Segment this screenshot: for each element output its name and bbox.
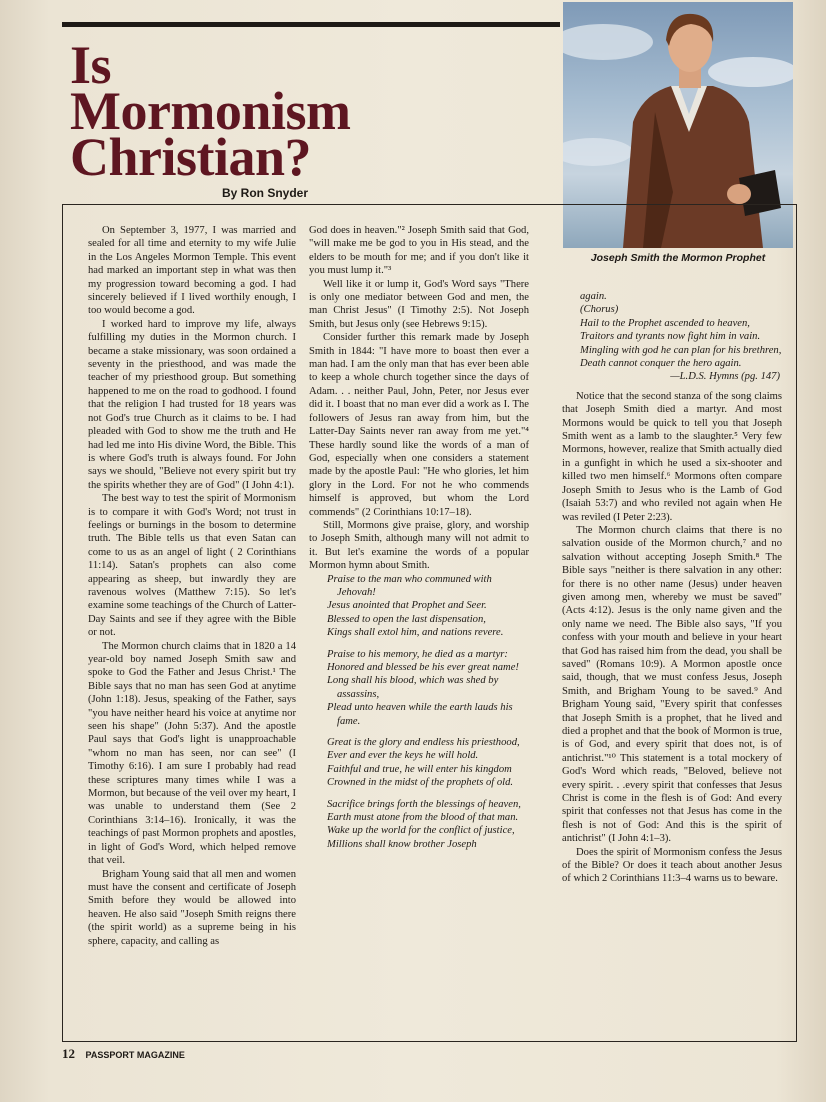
magazine-name: PASSPORT MAGAZINE bbox=[85, 1050, 185, 1060]
hymn-line: Earth must atone from the blood of that man. bbox=[327, 812, 519, 824]
paragraph: I worked hard to improve my life, always fulfilling my duties in the Mormon church. I became a stake missionary, was soon ordained a seventy in the priesthood, and was made the teacher of my priesthood group. But something happened to me on the road to godhood. I found that the religion I had trusted for 18 years was not God's true Church as it claims to be. I had pleaded with God to show me the truth and He had led me into His divine Word, the Bible. This is where God's truth is always found. For John says we should, "Believe not every spirit but try the spirits whether they are of God" (I John 4:1). bbox=[88, 318, 296, 491]
hymn-citation: —L.D.S. Hymns (pg. 147) bbox=[670, 371, 780, 383]
hymn-line: Crowned in the midst of the prophets of old. bbox=[327, 777, 514, 789]
photo-caption: Joseph Smith the Mormon Prophet bbox=[590, 252, 766, 264]
page-number: 12 bbox=[62, 1046, 75, 1061]
title-line-3: Christian? bbox=[70, 127, 312, 187]
column-2 bbox=[309, 224, 529, 851]
hymn-line: Sacrifice brings forth the blessings of heaven, bbox=[327, 798, 521, 810]
hymn-line: (Chorus) bbox=[580, 304, 619, 316]
paragraph: The best way to test the spirit of Mormonism is to compare it with God's Word; not trust in feelings or burnings in the bosom to determine truth. The Bible tells us that even Satan can come to us as an angel of light ( 2 Corinthians 11:14). Satan's prophets can also come appearing as sheep, but inwardly they are ravenous wolves (Matthew 7:15). So let's examine some teachings of the Church of Latter-Day Saints and see if they agree with the Bible or not. bbox=[88, 493, 296, 639]
paragraph: Consider further this remark made by Joseph Smith in 1844: "I have more to boast then ever a man had. I am the only man that has ever been able to keep a whole church together since the days of Adam. . . neither Paul, John, Peter, nor Jesus ever did it. I boast that no man ever did a work as I. The followers of Jesus ran away from him, but the Latter-Day Saints never ran away from me yet."⁴ These hardly sound like the words of a man of God, especially when one considers a statement made by the apostle Paul: "He who glories, let him glory in the Lord. For not he who commends himself is approved, but whom the Lord commends" (2 Corinthians 10:17–18). bbox=[309, 332, 529, 518]
paragraph: Well like it or lump it, God's Word says "There is only one mediator between God and men, the man Christ Jesus" (I Timothy 2:5). Not Joseph Smith, but Jesus only (see Hebrews 9:15). bbox=[309, 278, 529, 330]
hymn-line: Blessed to open the last dispensation, bbox=[327, 613, 486, 625]
title-line-1: Is bbox=[70, 35, 112, 95]
hymn-line: Kings shall extol him, and nations revere. bbox=[327, 627, 504, 639]
paragraph: Notice that the second stanza of the song claims that Joseph Smith died a martyr. And most Mormons would be quick to tell you that Joseph Smith went as a lamb to the slaughter.⁵ Very few Mormons, however, realize that Smith actually died in a gunfight in which he used a six-shooter and killed two men himself.⁶ Mormons often compare Joseph Smith to Jesus who is the Lamb of God (Isaiah 53:7) and who reviled not again when He was reviled (I Peter 2:23). bbox=[562, 390, 782, 523]
hymn-line: Jesus anointed that Prophet and Seer. bbox=[327, 600, 487, 612]
hymn-line: Praise to the man who communed with Jehovah! bbox=[327, 573, 492, 598]
hymn-line: Traitors and tyrants now fight him in vain. bbox=[580, 331, 761, 343]
title-line-2: Mormonism bbox=[70, 81, 351, 141]
page-footer bbox=[62, 1046, 185, 1062]
paragraph: God does in heaven."² Joseph Smith said that God, "will make me be god to you in His stead, and the elders to be mouth for me; and if you don't like it you must lump it."³ bbox=[309, 225, 529, 277]
paragraph: Brigham Young said that all men and women must have the consent and certificate of Joseph Smith before they would be allowed into heaven. He also said "Joseph Smith reigns there (the spirit world) as a supreme being in his sphere, capacity, and calling as bbox=[88, 868, 296, 947]
hymn-line: Long shall his blood, which was shed by assassins, bbox=[327, 675, 499, 700]
hymn-line: Praise to his memory, he died as a martyr: bbox=[327, 648, 508, 660]
paragraph: Still, Mormons give praise, glory, and worship to Joseph Smith, although many will not admit to it. But let's examine the words of a popular Mormon hymn about Smith. bbox=[309, 519, 529, 572]
hymn-line: Ever and ever the keys he will hold. bbox=[327, 750, 479, 762]
hymn-line: Wake up the world for the conflict of justice, bbox=[327, 825, 515, 837]
hymn-line: Great is the glory and endless his priesthood, bbox=[327, 737, 520, 749]
hymn-chorus bbox=[562, 290, 782, 384]
hymn-line: Honored and blessed be his ever great name! bbox=[327, 662, 519, 673]
paragraph: Does the spirit of Mormonism confess the Jesus of the Bible? Or does it teach about another Jesus of which 2 Corinthians 11:3–4 warns us to beware. bbox=[562, 846, 782, 885]
hymn-line: Hail to the Prophet ascended to heaven, bbox=[580, 317, 750, 329]
hymn-line: Death cannot conquer the hero again. bbox=[580, 358, 742, 370]
column-3 bbox=[562, 290, 782, 886]
hymn-line: Faithful and true, he will enter his kingdom bbox=[327, 763, 512, 775]
byline: By Ron Snyder bbox=[222, 186, 309, 200]
article-title bbox=[70, 35, 550, 187]
hymn-line: Millions shall know brother Joseph bbox=[327, 838, 477, 850]
hymn-line: Mingling with god he can plan for his brethren, bbox=[580, 344, 782, 356]
paragraph: The Mormon church claims that there is no salvation ouside of the Mormon church,⁷ and no salvation without accepting Joseph Smith.⁸ The Bible says "neither is there salvation in any other: for there is no other name (Jesus) under heaven given among men, whereby we must be saved" (Acts 4:12). Jesus is the only name given and the only name we need. The Bible also says, "If you confess with your mouth and believe in your heart that God has raised him from the dead, you shall be saved" (Romans 10:9). A Mormon apostle once said, though, that we must confess Jesus, Joseph Smith, and Brigham Young to be saved.⁹ And Brigham Young said, "Every spirit that confesses that Joseph Smith is a prophet, that he lived and died a prophet and that the book of Mormon is true, is of God, and every spirit that does not, is of antichrist."¹⁰ This statement is a total mockery of God's Word which reads, "Beloved, believe not every spirit. . .every spirit that confesses that Jesus Christ is come in the flesh is of God: And every spirit that confesses not that Jesus has come in the flesh is not of God: And this is the spirit of antichrist" (I John 4:1–3). bbox=[562, 524, 782, 845]
hymn-line: Plead unto heaven while the earth lauds his fame. bbox=[327, 702, 513, 727]
paragraph: The Mormon church claims that in 1820 a 14 year-old boy named Joseph Smith saw and spoke to God the Father and Jesus Christ.¹ The Bible says that no man has seen God at anytime (John 1:18). Jesus, speaking of the Father, says "you have neither heard his voice at anytime nor seen his shape" (John 5:37). And the apostle Paul says that God's light is unapproachable "whom no man has seen, nor can see" (I Timothy 6:16). I am sure I probably had read these scriptures many times while I was a Mormon, but because of the veil over my heart, I was unable to understand them (See 2 Corinthians 3:14–16). Ironically, it was the teachings of past Mormon prophets and apostles, in light of God's Word, which helped remove that veil. bbox=[88, 640, 296, 867]
hymn-verses bbox=[309, 573, 529, 852]
hymn-line: again. bbox=[580, 291, 607, 302]
top-rule bbox=[62, 22, 560, 27]
column-1 bbox=[88, 224, 296, 948]
paragraph: On September 3, 1977, I was married and sealed for all time and eternity to my wife Julie in the Los Angeles Mormon Temple. This event had marked an important step in what was then my progression toward becoming a god. I had sincerely believed if I lived worthily enough, I too would become a god. bbox=[88, 225, 296, 317]
